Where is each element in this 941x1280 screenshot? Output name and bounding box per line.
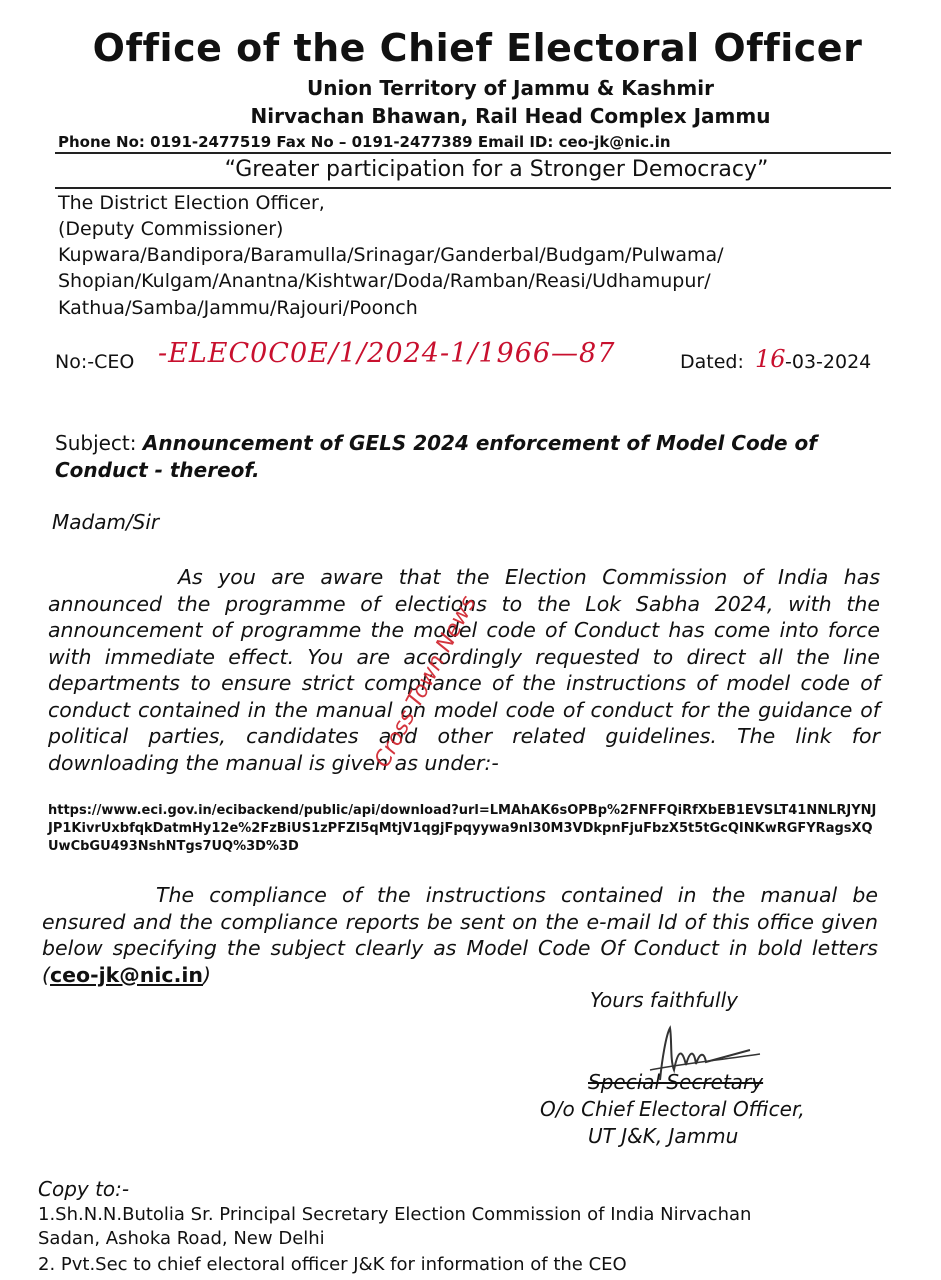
dated-value: -03-2024 <box>785 351 872 373</box>
letterhead-contact: Phone No: 0191-2477519 Fax No – 0191-2477389 Email ID: ceo-jk@nic.in <box>58 133 671 151</box>
signatory-place: UT J&K, Jammu <box>588 1124 739 1148</box>
dated-day-handwritten: 16 <box>755 345 786 373</box>
body-paragraph-2 <box>42 882 878 988</box>
reference-number-handwritten: -ELEC0C0E/1/2024-1/1966—87 <box>158 338 616 369</box>
letterhead-territory: Union Territory of Jammu & Kashmir <box>307 76 714 100</box>
addressee-line: The District Election Officer, <box>58 192 325 214</box>
dated-label: Dated: <box>680 351 744 373</box>
addressee-line: Kupwara/Bandipora/Baramulla/Srinagar/Ganderbal/Budgam/Pulwama/ <box>58 244 724 266</box>
subject-text-cont: Conduct - thereof. <box>55 458 260 482</box>
header-divider-top <box>55 152 891 154</box>
closing: Yours faithfully <box>590 988 738 1012</box>
body-paragraph-2-close: ) <box>203 962 211 987</box>
subject-line <box>55 458 260 482</box>
signatory-designation: Special Secretary <box>588 1070 764 1094</box>
copy-to-heading: Copy to:- <box>38 1177 130 1201</box>
letterhead-address: Nirvachan Bhawan, Rail Head Complex Jammu <box>250 104 771 128</box>
header-divider-bottom <box>55 187 891 189</box>
letterhead-motto: “Greater participation for a Stronger Democracy” <box>224 157 769 182</box>
watermark-text: Cross Town News <box>370 591 482 772</box>
body-paragraph-1-text: As you are aware that the Election Commission of India has announced the programme of elections to the Lok Sabha 2024, with the announcement of programme the model code of Conduct has come into force with immediate effect. You are accordingly requested to direct all the line departments to ensure strict compliance of the instructions of model code of conduct contained in the manual on model code of conduct for the guidance of political parties, candidates and other related guidelines. The link for downloading the manual is given as under:- <box>48 565 880 775</box>
body-paragraph-2-text: The compliance of the instructions contained in the manual be ensured and the compliance reports be sent on the e-mail Id of this office given below specifying the subject clearly as Model Code Of Conduct in bold letters ( <box>42 883 878 987</box>
letterhead-title: Office of the Chief Electoral Officer <box>92 26 863 70</box>
copy-to-item: 2. Pvt.Sec to chief electoral officer J&K for information of the CEO <box>38 1254 627 1275</box>
reference-number-label: No:-CEO <box>55 351 135 373</box>
manual-download-link[interactable]: https://www.eci.gov.in/ecibackend/public/api/download?url=LMAhAK6sOPBp%2FNFFQiRfXbEB1EVSLT41NNLRJYNJJP1KivrUxbfqkDatmHy12e%2FzBiUS1zPFZI5qMtjV1qgjFpqyywa9nl30M3VDkpnFjuFbzX5t5tGcQINKwRGFYRagsXQUwCbGU493NshNTgs7UQ%3D%3D <box>48 803 877 854</box>
copy-to-item: Sadan, Ashoka Road, New Delhi <box>38 1228 325 1249</box>
copy-to-item: 1.Sh.N.N.Butolia Sr. Principal Secretary Election Commission of India Nirvachan <box>38 1204 752 1225</box>
office-email[interactable]: ceo-jk@nic.in <box>50 962 203 987</box>
subject-text: Announcement of GELS 2024 enforcement of Model Code of <box>142 431 817 455</box>
subject-label: Subject: <box>55 431 137 455</box>
addressee-line: (Deputy Commissioner) <box>58 218 284 240</box>
subject-line <box>55 431 817 455</box>
salutation: Madam/Sir <box>52 510 160 534</box>
addressee-line: Kathua/Samba/Jammu/Rajouri/Poonch <box>58 297 418 319</box>
signatory-office: O/o Chief Electoral Officer, <box>540 1097 805 1121</box>
addressee-line: Shopian/Kulgam/Anantna/Kishtwar/Doda/Ramban/Reasi/Udhamupur/ <box>58 270 711 292</box>
